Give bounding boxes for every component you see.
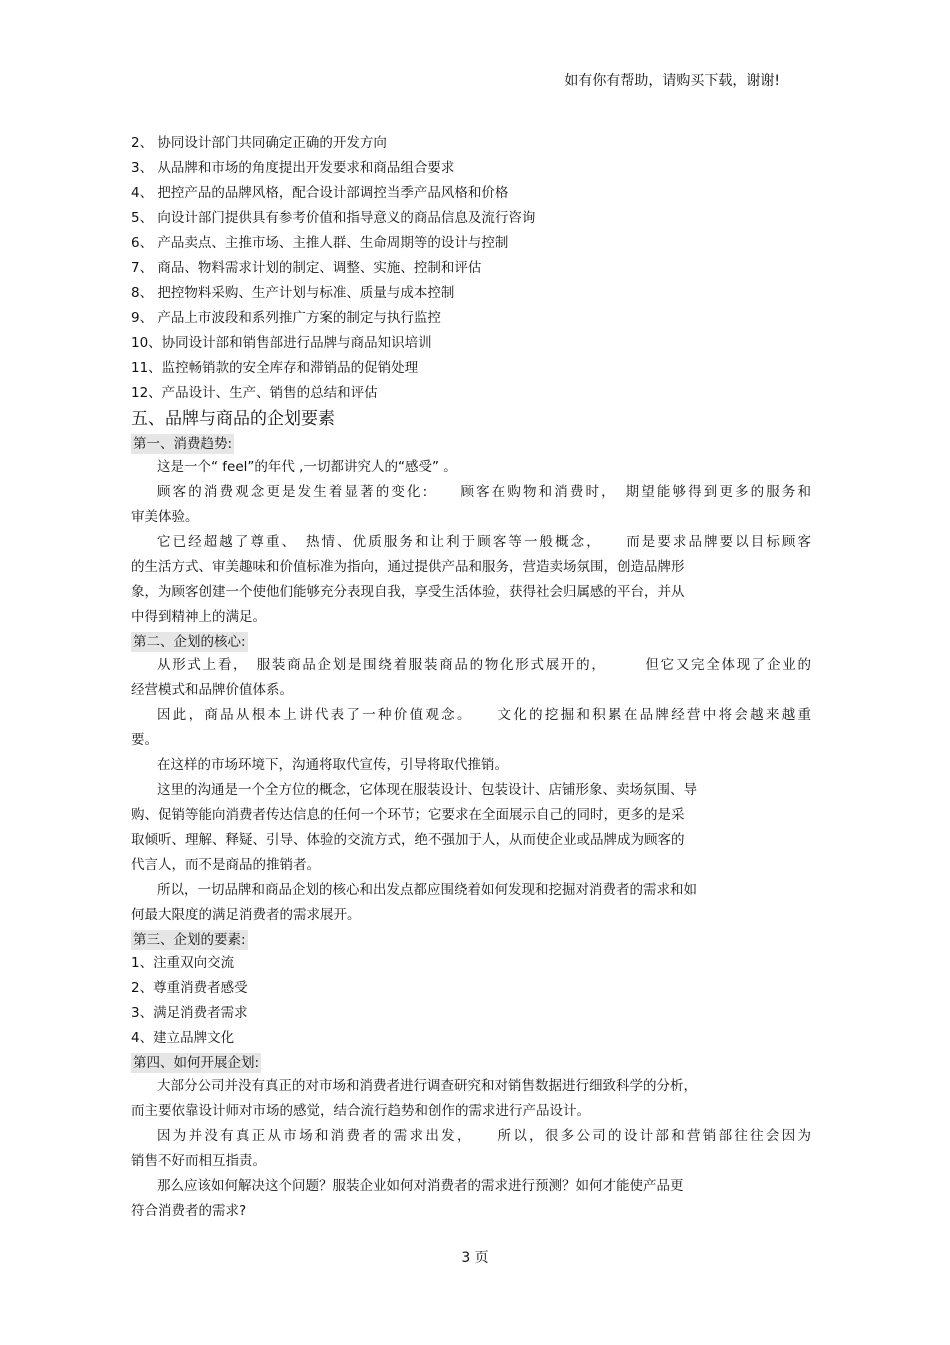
subsection-heading-how-to-plan: 第四、如何开展企划:	[133, 1055, 260, 1071]
paragraph-line: 从形式上看， 服装商品企划是围绕着服装商品的物化形式展开的， 但它又完全体现了企业的	[157, 657, 811, 673]
paragraph-line: 取倾听、理解、释疑、引导、体验的交流方式，绝不强加于人，从而使企业或品牌成为顾客的	[131, 832, 685, 848]
subsection-heading-planning-core: 第二、企划的核心:	[133, 634, 246, 650]
list-item: 2、 协同设计部门共同确定正确的开发方向	[131, 135, 387, 151]
list-item: 3、 从品牌和市场的角度提出开发要求和商品组合要求	[131, 160, 455, 176]
paragraph-line: 要。	[131, 732, 158, 748]
paragraph-line: 所以，一切品牌和商品企划的核心和出发点都应围绕着如何发现和挖掘对消费者的需求和如	[157, 882, 697, 898]
paragraph-line: 中得到精神上的满足。	[131, 609, 266, 625]
paragraph-line: 那么应该如何解决这个问题？服装企业如何对消费者的需求进行预测？如何才能使产品更	[157, 1178, 684, 1194]
list-item: 9、 产品上市波段和系列推广方案的制定与执行监控	[131, 310, 441, 326]
paragraph-line: 顾客的消费观念更是发生着显著的变化: 顾客在购物和消费时， 期望能够得到更多的服务和	[157, 484, 811, 500]
paragraph-line: 而主要依靠设计师对市场的感觉，结合流行趋势和创作的需求进行产品设计。	[131, 1103, 590, 1119]
paragraph-line: 因此，商品从根本上讲代表了一种价值观念。 文化的挖掘和积累在品牌经营中将会越来越重	[157, 707, 811, 723]
list-item: 5、 向设计部门提供具有参考价值和指导意义的商品信息及流行咨询	[131, 210, 536, 226]
section-title: 五、品牌与商品的企划要素	[131, 409, 335, 429]
paragraph-line: 的生活方式、审美趣味和价值标准为指向，通过提供产品和服务，营造卖场氛围，创造品牌形	[131, 559, 685, 575]
paragraph-line: 它已经超越了尊重、 热情、优质服务和让利于顾客等一般概念， 而是要求品牌要以目标顾客	[157, 534, 811, 550]
list-item: 2、尊重消费者感受	[131, 980, 248, 996]
paragraph-line: 经营模式和品牌价值体系。	[131, 682, 293, 698]
subsection-heading-consumer-trend: 第一、消费趋势:	[133, 436, 233, 452]
list-item: 4、 把控产品的品牌风格，配合设计部调控当季产品风格和价格	[131, 185, 509, 201]
paragraph-line: 这里的沟通是一个全方位的概念，它体现在服装设计、包装设计、店铺形象、卖场氛围、导	[157, 782, 697, 798]
list-item: 4、建立品牌文化	[131, 1030, 235, 1046]
paragraph-line: 象，为顾客创建一个使他们能够充分表现自我，享受生活体验，获得社会归属感的平台，并从	[131, 584, 685, 600]
list-item: 10、协同设计部和销售部进行品牌与商品知识培训	[131, 335, 432, 351]
paragraph-line: 这是一个“ feel”的年代 ,一切都讲究人的“感受” 。	[157, 459, 457, 475]
list-item: 12、产品设计、生产、销售的总结和评估	[131, 385, 378, 401]
paragraph-line: 因为并没有真正从市场和消费者的需求出发， 所以，很多公司的设计部和营销部往往会因为	[157, 1128, 811, 1144]
paragraph-line: 大部分公司并没有真正的对市场和消费者进行调查研究和对销售数据进行细致科学的分析，	[157, 1078, 697, 1094]
paragraph-line: 购、促销等能向消费者传达信息的任何一个环节；它要求在全面展示自己的同时，更多的是采	[131, 807, 685, 823]
page-number: 3 页	[461, 1250, 489, 1266]
list-item: 3、满足消费者需求	[131, 1005, 248, 1021]
list-item: 8、 把控物料采购、生产计划与标准、质量与成本控制	[131, 285, 455, 301]
paragraph-line: 何最大限度的满足消费者的需求展开。	[131, 907, 361, 923]
page-header-note: 如有你有帮助，请购买下载，谢谢!	[564, 73, 780, 89]
paragraph-line: 代言人，而不是商品的推销者。	[131, 857, 320, 873]
responsibility-list	[131, 131, 811, 406]
subsection-heading-planning-elements: 第三、企划的要素:	[133, 932, 246, 948]
paragraph-line: 审美体验。	[131, 509, 199, 525]
page-content	[131, 131, 811, 1224]
list-item: 11、监控畅销款的安全库存和滞销品的促销处理	[131, 360, 419, 376]
list-item: 6、 产品卖点、主推市场、主推人群、生命周期等的设计与控制	[131, 235, 509, 251]
paragraph-line: 符合消费者的需求?	[131, 1203, 247, 1219]
paragraph-line: 在这样的市场环境下，沟通将取代宣传，引导将取代推销。	[157, 757, 508, 773]
list-item: 7、 商品、物料需求计划的制定、调整、实施、控制和评估	[131, 260, 482, 276]
list-item: 1、注重双向交流	[131, 955, 235, 971]
paragraph-line: 销售不好而相互指责。	[131, 1153, 266, 1169]
